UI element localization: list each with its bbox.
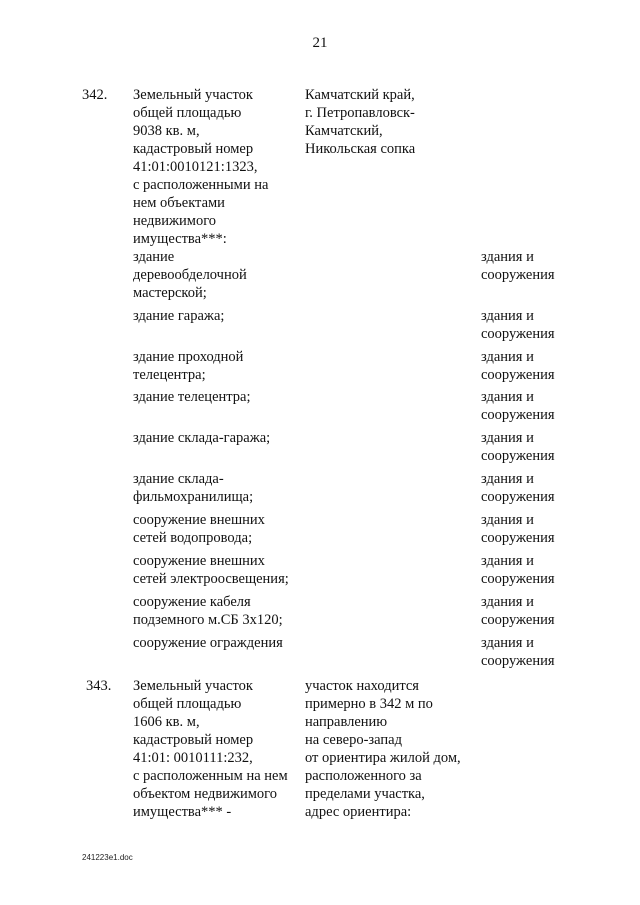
object-name: сооружение внешних сетей электроосвещения; — [133, 553, 289, 587]
object-type: здания и сооружения — [481, 389, 555, 423]
object-type: здания и сооружения — [481, 553, 555, 587]
object-name: здание телецентра; — [133, 389, 251, 405]
object-type: здания и сооружения — [481, 594, 555, 628]
object-name: сооружение кабеля подземного м.СБ 3х120; — [133, 594, 283, 628]
object-type: здания и сооружения — [481, 308, 555, 342]
object-name: сооружение внешних сетей водопровода; — [133, 512, 265, 546]
page-number: 21 — [312, 35, 328, 51]
object-type: здания и сооружения — [481, 471, 555, 505]
entry-342-address: Камчатский край, г. Петропавловск- Камчатский, Никольская сопка — [305, 87, 416, 157]
object-type: здания и сооружения — [481, 635, 555, 669]
object-name: здание склада- фильмохранилища; — [133, 471, 254, 505]
object-type: здания и сооружения — [481, 349, 555, 383]
object-name: здание гаража; — [133, 308, 225, 324]
object-name: здание деревообделочной мастерской; — [133, 249, 247, 301]
object-name: здание склада-гаража; — [133, 430, 271, 446]
object-type: здания и сооружения — [481, 249, 555, 283]
object-name: здание проходной телецентра; — [133, 349, 244, 383]
footer-filename: 241223e1.doc — [82, 853, 133, 862]
entry-343-description: Земельный участок общей площадью 1606 кв. м, кадастровый номер 41:01: 0010111:232, с расположенным на нем объектом недвижимого имущества*** - — [133, 678, 288, 820]
object-type: здания и сооружения — [481, 430, 555, 464]
entry-343-address: участок находится примерно в 342 м по направлению на северо-запад от ориентира жилой дом, расположенного за пределами участка, адрес ориентира: — [305, 678, 461, 820]
entry-343-number: 343. — [86, 678, 112, 694]
entry-342-number: 342. — [82, 87, 108, 103]
object-name: сооружение ограждения — [133, 635, 283, 651]
entry-342-description: Земельный участок общей площадью 9038 кв. м, кадастровый номер 41:01:0010121:1323, с расположенными на нем объектами недвижимого имущества***: — [133, 87, 269, 247]
object-type: здания и сооружения — [481, 512, 555, 546]
